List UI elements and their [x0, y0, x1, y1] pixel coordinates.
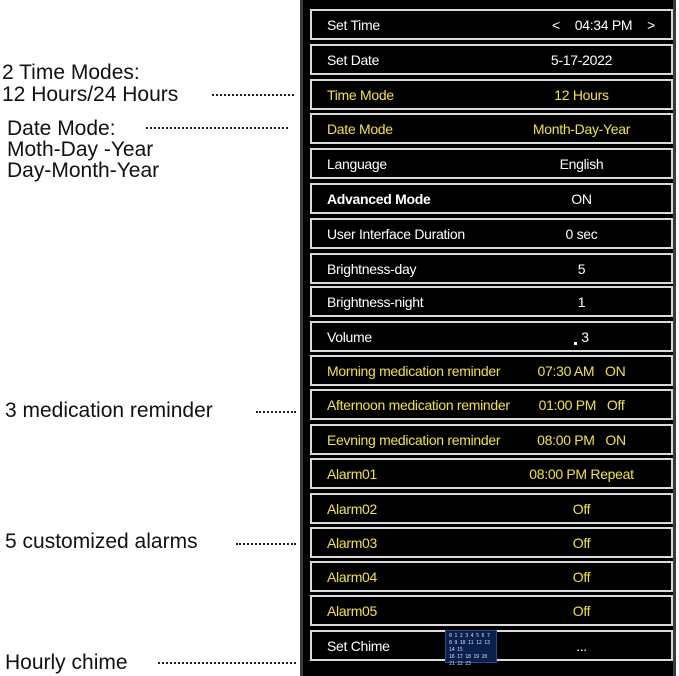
chime-thumb-line-2: 8 9 10 11 12 13 14 15 [449, 640, 490, 653]
set-time-row[interactable] [310, 9, 673, 40]
alarm04-value: Off [572, 568, 591, 585]
time-mode-label: Time Mode [327, 86, 394, 103]
alarms-annotation: 5 customized alarms [5, 530, 198, 553]
evening-reminder-value: 08:00 PM ON [537, 431, 626, 448]
chime-leader [158, 662, 296, 664]
brightness-day-label: Brightness-day [327, 260, 417, 277]
afternoon-reminder-row[interactable] [310, 389, 673, 420]
alarm03-label: Alarm03 [327, 534, 378, 551]
set-time-label: Set Time [327, 16, 380, 33]
alarm04-row[interactable] [310, 561, 673, 592]
advanced-mode-value: ON [571, 190, 592, 207]
alarms-leader [236, 543, 296, 545]
time-mode-value: 12 Hours [554, 86, 609, 103]
set-time-value-group [492, 17, 671, 33]
alarm02-value: Off [572, 500, 591, 517]
brightness-night-row[interactable] [310, 286, 673, 317]
ui-duration-row[interactable] [310, 218, 673, 249]
brightness-day-row[interactable] [310, 253, 673, 284]
alarm02-row[interactable] [310, 493, 673, 524]
volume-bar-icon [574, 342, 577, 345]
date-mode-row[interactable] [310, 113, 673, 144]
afternoon-reminder-value: 01:00 PM Off [538, 396, 625, 413]
next-arrow-icon[interactable]: > [647, 16, 655, 33]
settings-screen [300, 0, 676, 676]
time-modes-leader [212, 94, 294, 96]
alarm03-row[interactable] [310, 527, 673, 558]
set-date-label: Set Date [327, 51, 380, 68]
language-row[interactable] [310, 148, 673, 179]
time-modes-title: 2 Time Modes: [2, 61, 140, 84]
medication-annotation: 3 medication reminder [5, 399, 213, 422]
medication-leader [256, 411, 296, 413]
volume-row[interactable] [310, 321, 673, 352]
evening-reminder-label: Eevning medication reminder [327, 431, 501, 448]
date-mode-leader [146, 127, 288, 129]
brightness-night-label: Brightness-night [327, 293, 424, 310]
chime-annotation: Hourly chime [5, 651, 128, 674]
date-mode-value: Month-Day-Year [532, 120, 631, 137]
evening-reminder-row[interactable] [310, 424, 673, 455]
time-modes-options: 12 Hours/24 Hours [2, 83, 179, 106]
ui-duration-value: 0 sec [565, 225, 598, 242]
alarm01-label: Alarm01 [327, 465, 378, 482]
advanced-mode-label: Advanced Mode [327, 190, 431, 207]
afternoon-reminder-label: Afternoon medication reminder [327, 396, 510, 413]
date-mode-title: Date Mode: [7, 117, 116, 140]
alarm02-label: Alarm02 [327, 500, 378, 517]
alarm04-label: Alarm04 [327, 568, 378, 585]
alarm05-label: Alarm05 [327, 602, 378, 619]
alarm01-value: 08:00 PM Repeat [529, 465, 634, 482]
language-label: Language [327, 155, 387, 172]
volume-label: Volume [327, 328, 372, 345]
date-mode-label: Date Mode [327, 120, 393, 137]
set-date-row[interactable] [310, 44, 673, 75]
brightness-night-value: 1 [577, 293, 586, 310]
date-mode-option-1: Moth-Day -Year [7, 138, 154, 161]
brightness-day-value: 5 [577, 260, 586, 277]
chime-hours-thumbnail [445, 630, 497, 667]
time-mode-row[interactable] [310, 79, 673, 110]
set-chime-value: ... [576, 637, 587, 654]
morning-reminder-label: Morning medication reminder [327, 362, 501, 379]
alarm05-value: Off [572, 602, 591, 619]
volume-value: 3 [581, 328, 589, 345]
set-date-value: 5-17-2022 [550, 51, 613, 68]
alarm01-row[interactable] [310, 458, 673, 489]
set-chime-label: Set Chime [327, 637, 390, 654]
set-chime-row[interactable] [310, 630, 673, 667]
previous-arrow-icon[interactable]: < [552, 16, 560, 33]
set-time-value: 04:34 PM [574, 16, 633, 33]
advanced-mode-row[interactable] [310, 183, 673, 214]
chime-thumb-line-3: 16 17 18 19 20 21 22 23 [449, 654, 487, 667]
alarm03-value: Off [572, 534, 591, 551]
alarm05-row[interactable] [310, 595, 673, 626]
morning-reminder-row[interactable] [310, 355, 673, 386]
date-mode-option-2: Day-Month-Year [7, 159, 160, 182]
morning-reminder-value: 07:30 AM ON [537, 362, 626, 379]
language-value: English [559, 155, 604, 172]
ui-duration-label: User Interface Duration [327, 225, 465, 242]
volume-value-group [492, 329, 671, 345]
chime-thumb-line-1: 0 1 2 3 4 5 6 7 [449, 633, 490, 639]
